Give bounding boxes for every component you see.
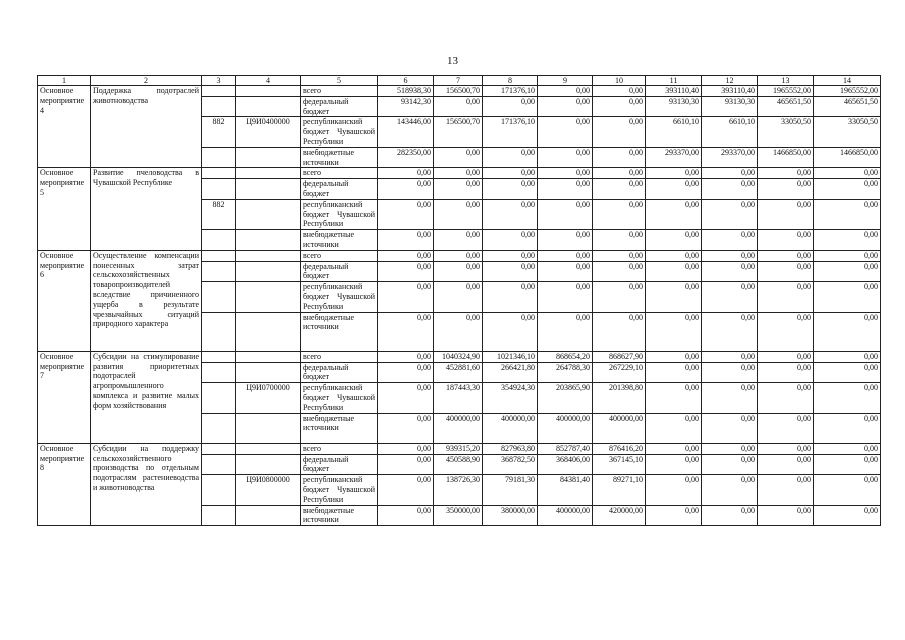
- funding-source: республиканский бюджет Чувашской Республики: [301, 383, 378, 413]
- amount-cell: 0,00: [434, 199, 483, 229]
- grbs-code: 882: [202, 199, 236, 229]
- amount-cell: 0,00: [593, 250, 646, 261]
- amount-cell: 1965552,00: [758, 86, 814, 97]
- amount-cell: 0,00: [702, 505, 758, 526]
- funding-source: республиканский бюджет Чувашской Республики: [301, 475, 378, 505]
- amount-cell: 0,00: [758, 261, 814, 282]
- amount-cell: 0,00: [593, 199, 646, 229]
- amount-cell: 0,00: [814, 168, 881, 179]
- funding-source: внебюджетные источники: [301, 147, 378, 168]
- amount-cell: 0,00: [646, 351, 702, 362]
- amount-cell: 0,00: [702, 199, 758, 229]
- amount-cell: 93130,30: [646, 96, 702, 117]
- amount-cell: 93130,30: [702, 96, 758, 117]
- grbs-code: [202, 443, 236, 454]
- amount-cell: 0,00: [434, 96, 483, 117]
- amount-cell: 0,00: [538, 261, 593, 282]
- grbs-code: [202, 261, 236, 282]
- column-header: 6: [378, 76, 434, 86]
- amount-cell: 0,00: [814, 282, 881, 312]
- amount-cell: 0,00: [758, 168, 814, 179]
- amount-cell: 0,00: [814, 261, 881, 282]
- amount-cell: 0,00: [593, 147, 646, 168]
- amount-cell: 0,00: [538, 168, 593, 179]
- amount-cell: 138726,30: [434, 475, 483, 505]
- amount-cell: 0,00: [758, 230, 814, 251]
- amount-cell: 0,00: [646, 199, 702, 229]
- amount-cell: 0,00: [538, 250, 593, 261]
- funding-source: федеральный бюджет: [301, 362, 378, 383]
- grbs-code: [202, 147, 236, 168]
- budget-code: [236, 351, 301, 362]
- amount-cell: 33050,50: [758, 117, 814, 147]
- table-row: [38, 443, 881, 454]
- funding-source: республиканский бюджет Чувашской Республики: [301, 282, 378, 312]
- amount-cell: 0,00: [434, 147, 483, 168]
- amount-cell: 400000,00: [483, 413, 538, 443]
- amount-cell: 0,00: [378, 362, 434, 383]
- funding-source: внебюджетные источники: [301, 505, 378, 526]
- budget-code: [236, 312, 301, 351]
- grbs-code: [202, 454, 236, 475]
- amount-cell: 0,00: [593, 282, 646, 312]
- grbs-code: [202, 312, 236, 351]
- amount-cell: 0,00: [483, 147, 538, 168]
- amount-cell: 0,00: [814, 475, 881, 505]
- grbs-code: [202, 383, 236, 413]
- amount-cell: 0,00: [814, 443, 881, 454]
- amount-cell: 0,00: [814, 312, 881, 351]
- grbs-code: [202, 86, 236, 97]
- amount-cell: 0,00: [378, 179, 434, 200]
- budget-code: [236, 250, 301, 261]
- column-header: 5: [301, 76, 378, 86]
- amount-cell: 0,00: [646, 282, 702, 312]
- table-row: [38, 168, 881, 179]
- amount-cell: 0,00: [758, 454, 814, 475]
- amount-cell: 0,00: [593, 179, 646, 200]
- amount-cell: 0,00: [483, 312, 538, 351]
- amount-cell: 0,00: [378, 230, 434, 251]
- budget-code: [236, 282, 301, 312]
- amount-cell: 0,00: [646, 505, 702, 526]
- amount-cell: 0,00: [434, 230, 483, 251]
- amount-cell: 0,00: [702, 261, 758, 282]
- amount-cell: 293370,00: [646, 147, 702, 168]
- amount-cell: 0,00: [593, 96, 646, 117]
- amount-cell: 187443,30: [434, 383, 483, 413]
- amount-cell: 0,00: [434, 250, 483, 261]
- amount-cell: 0,00: [434, 312, 483, 351]
- amount-cell: 0,00: [538, 96, 593, 117]
- amount-cell: 518938,30: [378, 86, 434, 97]
- amount-cell: 0,00: [593, 86, 646, 97]
- amount-cell: 0,00: [702, 312, 758, 351]
- funding-source: федеральный бюджет: [301, 454, 378, 475]
- activity-name: Основное мероприятие 7: [38, 351, 91, 443]
- amount-cell: 0,00: [702, 230, 758, 251]
- column-header: 3: [202, 76, 236, 86]
- funding-source: внебюджетные источники: [301, 413, 378, 443]
- budget-code: [236, 505, 301, 526]
- amount-cell: 171376,10: [483, 117, 538, 147]
- page-number: 13: [447, 55, 458, 67]
- amount-cell: 0,00: [646, 383, 702, 413]
- budget-code: Ц9И0700000: [236, 383, 301, 413]
- amount-cell: 393110,40: [702, 86, 758, 97]
- funding-source: федеральный бюджет: [301, 179, 378, 200]
- amount-cell: 0,00: [593, 312, 646, 351]
- amount-cell: 450588,90: [434, 454, 483, 475]
- funding-source: внебюджетные источники: [301, 312, 378, 351]
- amount-cell: 0,00: [483, 168, 538, 179]
- amount-cell: 1466850,00: [758, 147, 814, 168]
- amount-cell: 0,00: [538, 86, 593, 97]
- activity-description: Развитие пчеловодства в Чувашской Республике: [91, 168, 202, 250]
- activity-name: Основное мероприятие 6: [38, 250, 91, 351]
- budget-code: [236, 96, 301, 117]
- activity-name: Основное мероприятие 5: [38, 168, 91, 250]
- amount-cell: 156500,70: [434, 86, 483, 97]
- amount-cell: 0,00: [483, 96, 538, 117]
- table-row: [38, 86, 881, 97]
- amount-cell: 6610,10: [702, 117, 758, 147]
- amount-cell: 367145,10: [593, 454, 646, 475]
- amount-cell: 465651,50: [758, 96, 814, 117]
- amount-cell: 0,00: [538, 312, 593, 351]
- amount-cell: 0,00: [593, 261, 646, 282]
- amount-cell: 0,00: [593, 117, 646, 147]
- grbs-code: [202, 250, 236, 261]
- amount-cell: 267229,10: [593, 362, 646, 383]
- amount-cell: 0,00: [814, 199, 881, 229]
- activity-description: Субсидии на поддержку сельскохозяйственного производства по отдельным подотраслям растениеводства и животноводства: [91, 443, 202, 525]
- amount-cell: 0,00: [646, 261, 702, 282]
- amount-cell: 0,00: [758, 179, 814, 200]
- amount-cell: 201398,80: [593, 383, 646, 413]
- amount-cell: 0,00: [483, 179, 538, 200]
- amount-cell: 868627,90: [593, 351, 646, 362]
- amount-cell: 400000,00: [538, 505, 593, 526]
- budget-code: [236, 362, 301, 383]
- grbs-code: [202, 282, 236, 312]
- funding-source: внебюджетные источники: [301, 230, 378, 251]
- column-header: 9: [538, 76, 593, 86]
- amount-cell: 0,00: [646, 443, 702, 454]
- amount-cell: 1021346,10: [483, 351, 538, 362]
- amount-cell: 0,00: [378, 312, 434, 351]
- amount-cell: 0,00: [814, 362, 881, 383]
- amount-cell: 171376,10: [483, 86, 538, 97]
- funding-source: федеральный бюджет: [301, 261, 378, 282]
- amount-cell: 143446,00: [378, 117, 434, 147]
- amount-cell: 0,00: [646, 475, 702, 505]
- amount-cell: 0,00: [702, 351, 758, 362]
- amount-cell: 0,00: [702, 475, 758, 505]
- table-row: [38, 351, 881, 362]
- grbs-code: [202, 168, 236, 179]
- amount-cell: 0,00: [378, 199, 434, 229]
- amount-cell: 0,00: [702, 250, 758, 261]
- amount-cell: 282350,00: [378, 147, 434, 168]
- amount-cell: 0,00: [378, 250, 434, 261]
- amount-cell: 0,00: [702, 383, 758, 413]
- amount-cell: 393110,40: [646, 86, 702, 97]
- amount-cell: 0,00: [814, 230, 881, 251]
- funding-source: всего: [301, 443, 378, 454]
- amount-cell: 0,00: [538, 199, 593, 229]
- amount-cell: 354924,30: [483, 383, 538, 413]
- budget-code: [236, 230, 301, 251]
- amount-cell: 0,00: [378, 282, 434, 312]
- amount-cell: 452881,60: [434, 362, 483, 383]
- amount-cell: 0,00: [814, 179, 881, 200]
- amount-cell: 203865,90: [538, 383, 593, 413]
- amount-cell: 0,00: [702, 443, 758, 454]
- amount-cell: 939315,20: [434, 443, 483, 454]
- column-header: 10: [593, 76, 646, 86]
- amount-cell: 0,00: [378, 261, 434, 282]
- amount-cell: 293370,00: [702, 147, 758, 168]
- amount-cell: 876416,20: [593, 443, 646, 454]
- amount-cell: 0,00: [646, 179, 702, 200]
- funding-source: республиканский бюджет Чувашской Республики: [301, 117, 378, 147]
- funding-source: всего: [301, 86, 378, 97]
- grbs-code: [202, 96, 236, 117]
- amount-cell: 0,00: [538, 179, 593, 200]
- amount-cell: 0,00: [702, 179, 758, 200]
- table-row: [38, 250, 881, 261]
- amount-cell: 79181,30: [483, 475, 538, 505]
- activity-description: Поддержка подотраслей животноводства: [91, 86, 202, 168]
- amount-cell: 0,00: [378, 351, 434, 362]
- amount-cell: 0,00: [593, 230, 646, 251]
- amount-cell: 0,00: [758, 383, 814, 413]
- amount-cell: 400000,00: [434, 413, 483, 443]
- amount-cell: 93142,30: [378, 96, 434, 117]
- amount-cell: 0,00: [646, 312, 702, 351]
- amount-cell: 0,00: [758, 312, 814, 351]
- amount-cell: 0,00: [378, 413, 434, 443]
- amount-cell: 0,00: [434, 179, 483, 200]
- amount-cell: 0,00: [646, 362, 702, 383]
- grbs-code: [202, 413, 236, 443]
- budget-table: [37, 75, 881, 526]
- amount-cell: 0,00: [702, 362, 758, 383]
- amount-cell: 0,00: [758, 282, 814, 312]
- grbs-code: [202, 362, 236, 383]
- amount-cell: 0,00: [483, 199, 538, 229]
- amount-cell: 868654,20: [538, 351, 593, 362]
- column-header: 14: [814, 76, 881, 86]
- amount-cell: 1965552,00: [814, 86, 881, 97]
- column-header: 11: [646, 76, 702, 86]
- amount-cell: 350000,00: [434, 505, 483, 526]
- budget-code: Ц9И0800000: [236, 475, 301, 505]
- amount-cell: 0,00: [702, 168, 758, 179]
- amount-cell: 0,00: [646, 413, 702, 443]
- amount-cell: 0,00: [434, 282, 483, 312]
- budget-code: [236, 179, 301, 200]
- amount-cell: 400000,00: [593, 413, 646, 443]
- amount-cell: 0,00: [538, 117, 593, 147]
- amount-cell: 0,00: [758, 413, 814, 443]
- amount-cell: 0,00: [702, 413, 758, 443]
- budget-code: [236, 413, 301, 443]
- budget-code: [236, 86, 301, 97]
- amount-cell: 0,00: [758, 443, 814, 454]
- amount-cell: 89271,10: [593, 475, 646, 505]
- amount-cell: 0,00: [378, 475, 434, 505]
- amount-cell: 0,00: [758, 362, 814, 383]
- amount-cell: 0,00: [646, 454, 702, 475]
- activity-name: Основное мероприятие 8: [38, 443, 91, 525]
- funding-source: всего: [301, 351, 378, 362]
- amount-cell: 0,00: [538, 147, 593, 168]
- amount-cell: 0,00: [483, 282, 538, 312]
- amount-cell: 0,00: [378, 443, 434, 454]
- column-header: 2: [91, 76, 202, 86]
- amount-cell: 0,00: [758, 475, 814, 505]
- amount-cell: 0,00: [814, 351, 881, 362]
- activity-description: Субсидии на стимулирование развития приоритетных подотраслей агропромышленного комплекса и развитие малых форм хозяйствования: [91, 351, 202, 443]
- activity-description: Осуществление компенсации понесенных затрат сельскохозяйственных товаропроизводителей вследствие причиненного ущерба в результате чрезвычайных ситуаций природного характера: [91, 250, 202, 351]
- activity-name: Основное мероприятие 4: [38, 86, 91, 168]
- amount-cell: 0,00: [646, 168, 702, 179]
- amount-cell: 156500,70: [434, 117, 483, 147]
- grbs-code: [202, 179, 236, 200]
- amount-cell: 84381,40: [538, 475, 593, 505]
- amount-cell: 0,00: [378, 505, 434, 526]
- amount-cell: 420000,00: [593, 505, 646, 526]
- amount-cell: 0,00: [814, 250, 881, 261]
- budget-code: [236, 147, 301, 168]
- budget-code: [236, 454, 301, 475]
- budget-code: [236, 168, 301, 179]
- amount-cell: 0,00: [483, 230, 538, 251]
- budget-code: [236, 443, 301, 454]
- column-header: 13: [758, 76, 814, 86]
- amount-cell: 0,00: [702, 454, 758, 475]
- funding-source: федеральный бюджет: [301, 96, 378, 117]
- amount-cell: 852787,40: [538, 443, 593, 454]
- grbs-code: [202, 505, 236, 526]
- column-header: 12: [702, 76, 758, 86]
- grbs-code: [202, 475, 236, 505]
- amount-cell: 0,00: [702, 282, 758, 312]
- amount-cell: 266421,80: [483, 362, 538, 383]
- amount-cell: 0,00: [538, 230, 593, 251]
- amount-cell: 6610,10: [646, 117, 702, 147]
- amount-cell: 0,00: [758, 505, 814, 526]
- grbs-code: [202, 230, 236, 251]
- amount-cell: 0,00: [483, 250, 538, 261]
- amount-cell: 0,00: [758, 250, 814, 261]
- amount-cell: 368406,00: [538, 454, 593, 475]
- column-header: 8: [483, 76, 538, 86]
- budget-code: Ц9И0400000: [236, 117, 301, 147]
- column-header: 4: [236, 76, 301, 86]
- amount-cell: 0,00: [646, 230, 702, 251]
- amount-cell: 0,00: [814, 454, 881, 475]
- column-header: 1: [38, 76, 91, 86]
- amount-cell: 0,00: [814, 505, 881, 526]
- budget-code: [236, 261, 301, 282]
- amount-cell: 0,00: [434, 168, 483, 179]
- amount-cell: 0,00: [378, 168, 434, 179]
- amount-cell: 0,00: [538, 282, 593, 312]
- budget-code: [236, 199, 301, 229]
- amount-cell: 0,00: [378, 383, 434, 413]
- amount-cell: 1466850,00: [814, 147, 881, 168]
- table-header-row: [38, 76, 881, 86]
- amount-cell: 264788,30: [538, 362, 593, 383]
- amount-cell: 0,00: [434, 261, 483, 282]
- funding-source: всего: [301, 250, 378, 261]
- amount-cell: 368782,50: [483, 454, 538, 475]
- amount-cell: 400000,00: [538, 413, 593, 443]
- amount-cell: 0,00: [378, 454, 434, 475]
- amount-cell: 0,00: [758, 351, 814, 362]
- column-header: 7: [434, 76, 483, 86]
- grbs-code: 882: [202, 117, 236, 147]
- amount-cell: 0,00: [483, 261, 538, 282]
- funding-source: всего: [301, 168, 378, 179]
- amount-cell: 465651,50: [814, 96, 881, 117]
- amount-cell: 0,00: [593, 168, 646, 179]
- amount-cell: 0,00: [814, 383, 881, 413]
- amount-cell: 33050,50: [814, 117, 881, 147]
- amount-cell: 827963,80: [483, 443, 538, 454]
- funding-source: республиканский бюджет Чувашской Республики: [301, 199, 378, 229]
- amount-cell: 0,00: [758, 199, 814, 229]
- amount-cell: 1040324,90: [434, 351, 483, 362]
- amount-cell: 0,00: [814, 413, 881, 443]
- amount-cell: 380000,00: [483, 505, 538, 526]
- grbs-code: [202, 351, 236, 362]
- amount-cell: 0,00: [646, 250, 702, 261]
